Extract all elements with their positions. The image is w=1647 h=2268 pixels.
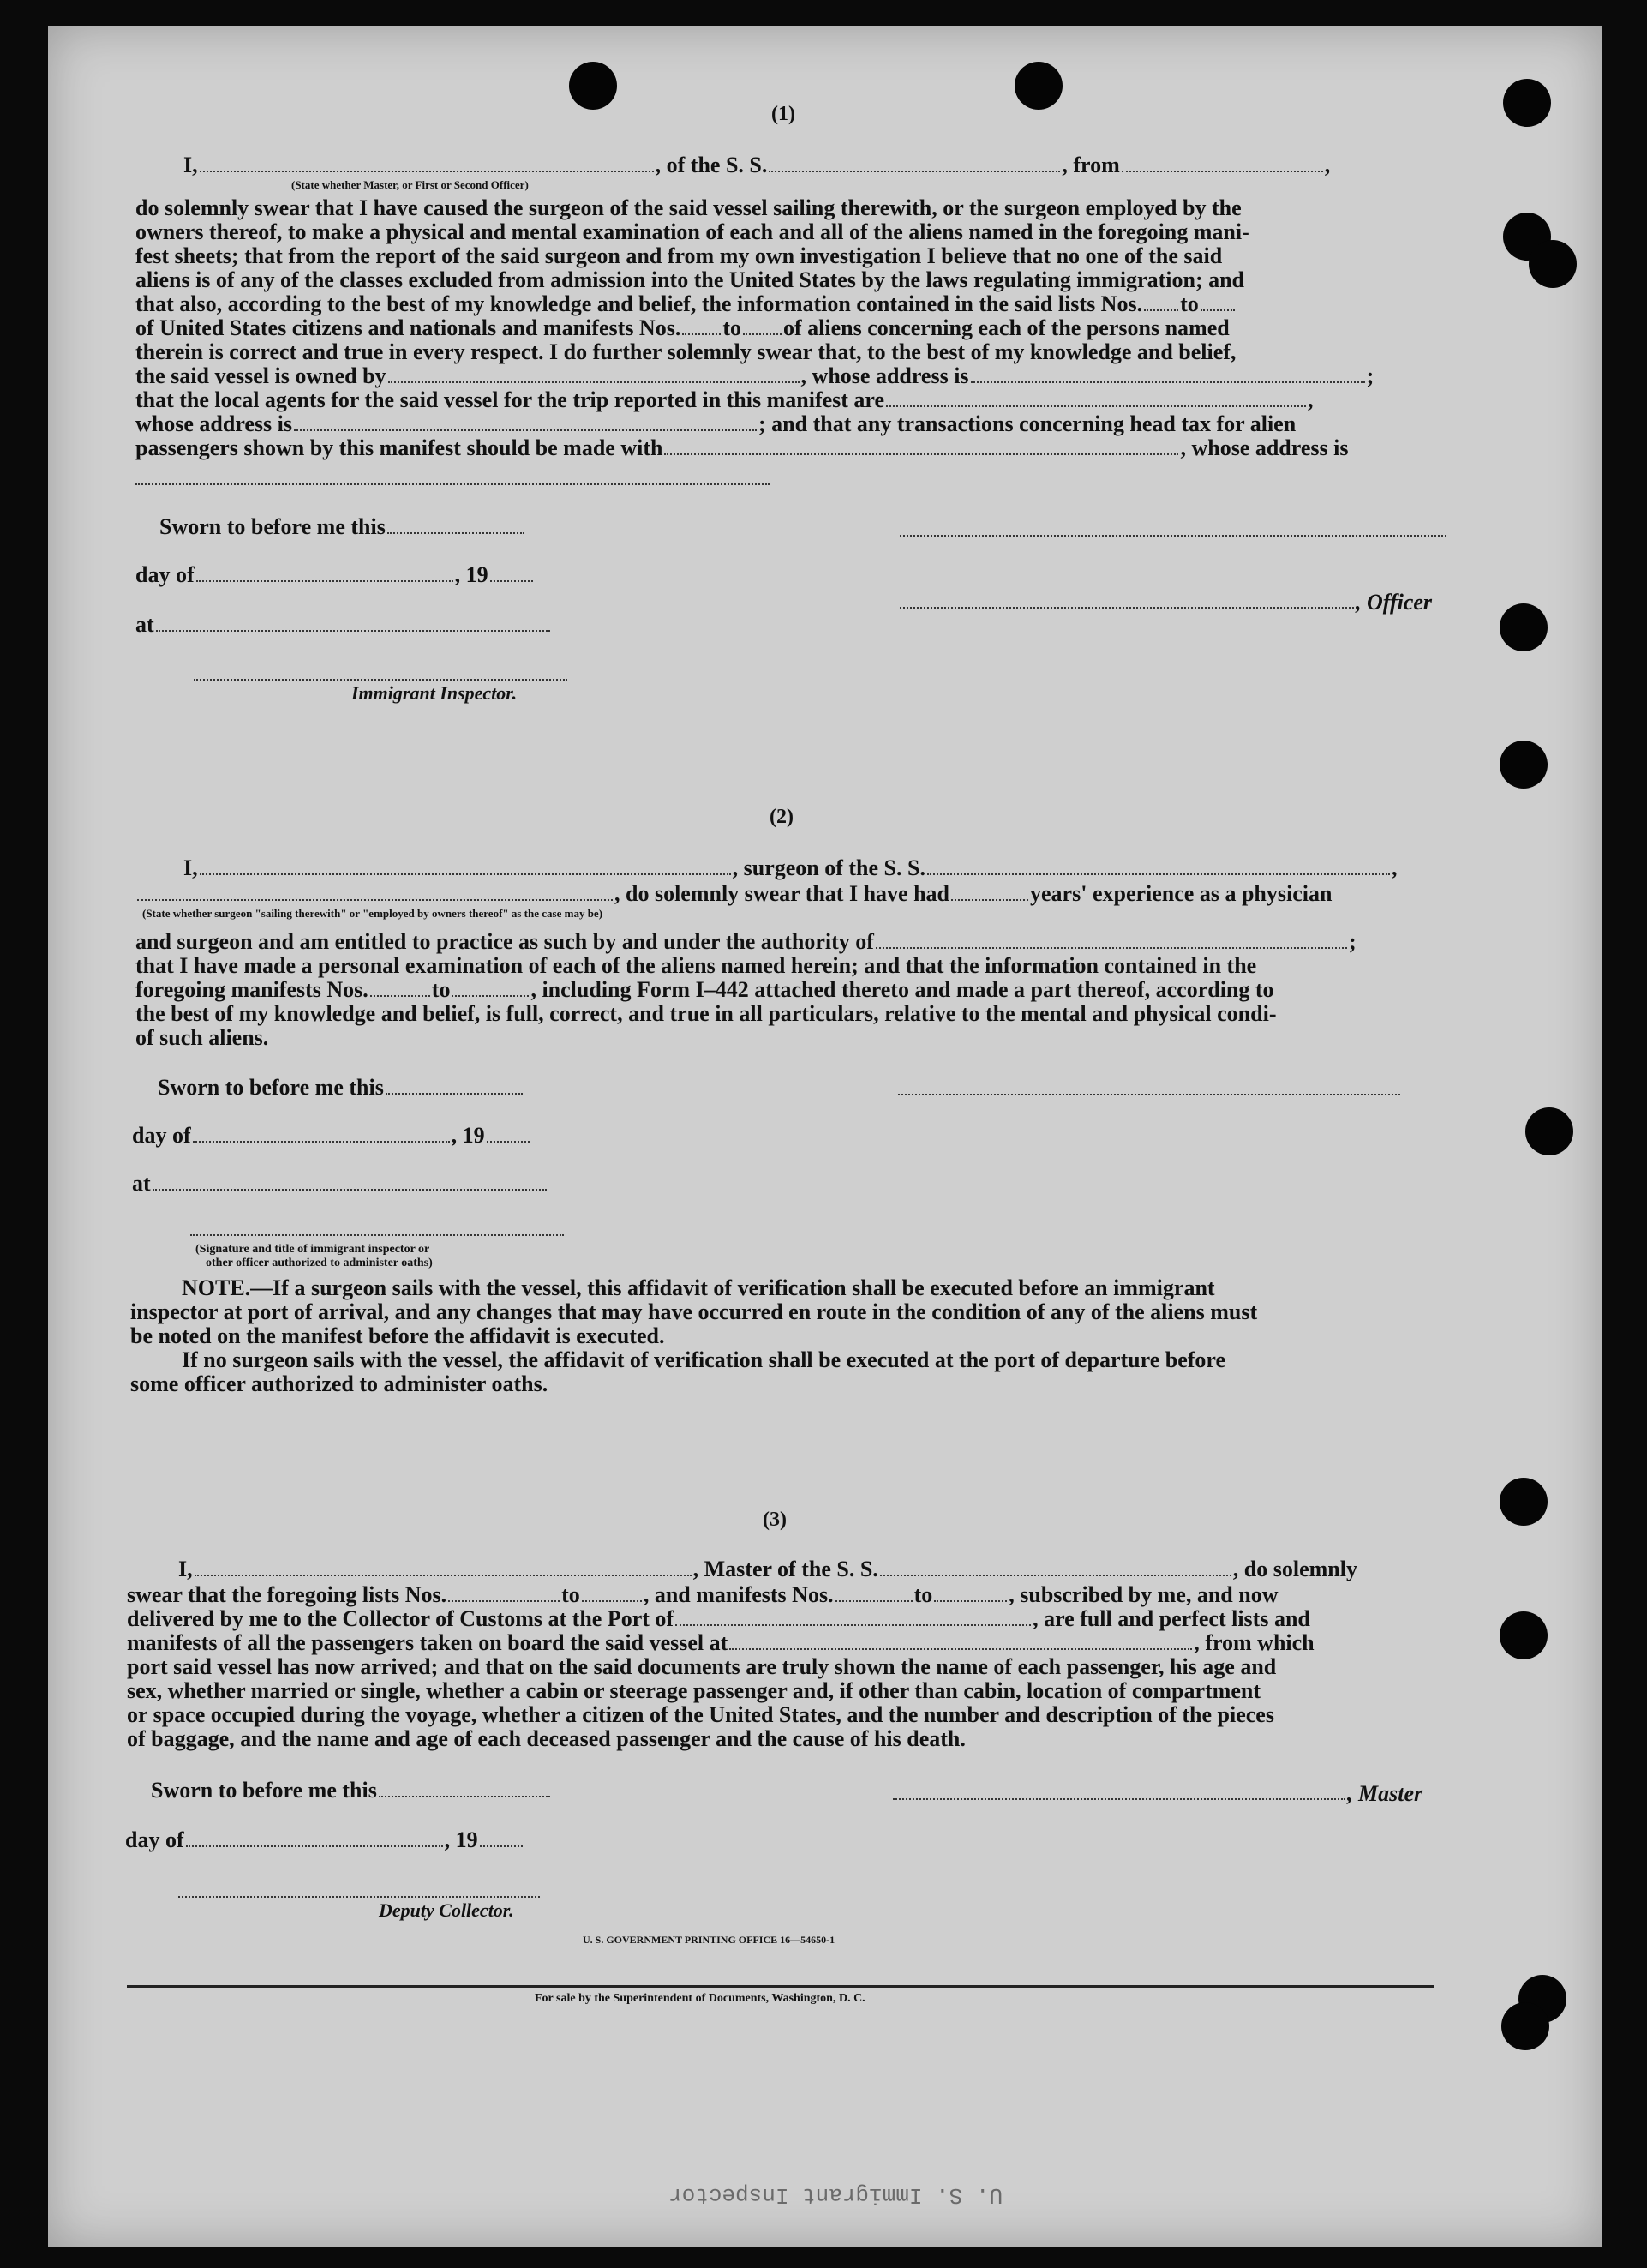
s1-para-line: do solemnly swear that I have caused the surgeon of the said vessel sailing therewith, or the surgeon employed by the: [135, 195, 1242, 220]
footer-text: For sale by the Superintendent of Documents, Washington, D. C.: [535, 1992, 865, 2005]
s1-line6-tail: of aliens concerning each of the persons named: [783, 315, 1230, 340]
deputy-caption: Deputy Collector.: [379, 1899, 514, 1921]
s2-line2: [135, 881, 1332, 907]
s2-para-line: [135, 977, 1274, 1003]
s1-i: I,: [183, 153, 198, 177]
s3-line1: [178, 1557, 1357, 1582]
s3-ss-label: , Master of the S. S.: [692, 1557, 878, 1581]
head-tax-address-field[interactable]: [135, 482, 770, 485]
s1-ss-label: , of the S. S.: [655, 153, 768, 177]
day-of-label: day of: [135, 562, 195, 587]
s3-lists-from-field[interactable]: [448, 1585, 560, 1602]
embark-port-field[interactable]: [729, 1633, 1192, 1650]
s3-i: I,: [178, 1557, 193, 1581]
at-label: at: [135, 612, 154, 637]
sworn-label: Sworn to before me this: [159, 514, 386, 539]
s3-manifests-label: , and manifests Nos.: [643, 1582, 834, 1607]
day-of-label: day of: [132, 1123, 191, 1148]
s3-para-line: port said vessel has now arrived; and that on the said documents are truly shown the name of each passenger, his age and: [127, 1654, 1277, 1679]
s1-para-line: aliens is of any of the classes excluded from admission into the United States by the laws regulating immigration; and: [135, 267, 1245, 292]
s2-sig-note: (Signature and title of immigrant inspector or: [195, 1243, 430, 1256]
note-line: some officer authorized to administer oaths.: [130, 1371, 548, 1396]
sworn-date-field[interactable]: [387, 517, 524, 534]
master-signature-field[interactable]: [893, 1797, 1345, 1800]
s3-sworn: [151, 1778, 552, 1803]
section-1-heading: (1): [771, 103, 795, 125]
punch-hole: [1503, 79, 1551, 127]
s3-line3-text: delivered by me to the Collector of Customs at the Port of: [127, 1606, 674, 1631]
s2-para-line: the best of my knowledge and belief, is full, correct, and true in all particulars, relative to the mental and physical condi-: [135, 1001, 1277, 1026]
to-label: to: [431, 977, 451, 1002]
master-caption: , Master: [1347, 1781, 1423, 1806]
s2-sworn-date-field[interactable]: [386, 1077, 523, 1095]
year-prefix: , 19: [444, 1827, 478, 1852]
authority-field[interactable]: [876, 932, 1347, 949]
at-label: at: [132, 1171, 151, 1196]
gpo-imprint: U. S. GOVERNMENT PRINTING OFFICE 16—54650-1: [583, 1934, 835, 1946]
day-of-label: day of: [125, 1827, 184, 1852]
customs-port-field[interactable]: [675, 1609, 1031, 1626]
s2-para-line: of such aliens.: [135, 1025, 269, 1050]
punch-hole: [1501, 2002, 1549, 2050]
s3-para-line: [127, 1606, 1310, 1632]
ship-name-field[interactable]: [769, 155, 1060, 172]
s3-line4-tail: , from which: [1194, 1630, 1315, 1655]
sworn-label: Sworn to before me this: [151, 1778, 377, 1803]
s2-month-field[interactable]: [193, 1125, 450, 1143]
officer-signature-field-2[interactable]: [900, 605, 1354, 609]
officer-signature-field-1[interactable]: [900, 533, 1446, 537]
s1-at: [135, 612, 552, 638]
head-tax-agent-field[interactable]: [664, 438, 1178, 455]
s2-line5-text: foregoing manifests Nos.: [135, 977, 368, 1002]
owner-field[interactable]: [388, 366, 800, 383]
s2-year-field[interactable]: [487, 1125, 530, 1143]
s2-manifests-from-field[interactable]: [370, 980, 430, 997]
s3-dayof: [125, 1827, 524, 1853]
place-field[interactable]: [156, 615, 550, 632]
year-prefix: , 19: [451, 1123, 485, 1148]
section-3-heading: (3): [763, 1509, 787, 1531]
punch-hole: [1500, 741, 1548, 789]
s3-solemnly: , do solemnly: [1232, 1557, 1357, 1581]
to-label: to: [561, 1582, 580, 1607]
s3-para-line: or space occupied during the voyage, whether a citizen of the United States, and the number and description of the pieces: [127, 1702, 1274, 1727]
s3-month-field[interactable]: [186, 1830, 443, 1847]
s1-para-line: [135, 291, 1237, 317]
s1-line8-text: the said vessel is owned by: [135, 363, 386, 388]
to-label: to: [722, 315, 741, 340]
year-prefix: , 19: [454, 562, 488, 587]
s2-ship-name-field[interactable]: [927, 858, 1390, 875]
s1-line5-text: that also, according to the best of my knowledge and belief, the information contained in the said lists Nos.: [135, 291, 1143, 316]
surgeon-status-field[interactable]: [137, 884, 613, 901]
month-field[interactable]: [196, 565, 453, 582]
s2-years-text: years' experience as a physician: [1030, 881, 1333, 906]
s3-sworn-date-field[interactable]: [379, 1780, 550, 1797]
s3-para-line: of baggage, and the name and age of each deceased passenger and the cause of his death.: [127, 1726, 966, 1751]
s2-at: [132, 1171, 548, 1197]
s3-line2-text: swear that the foregoing lists Nos.: [127, 1582, 447, 1607]
s1-para-line: therein is correct and true in every respect. I do further solemnly swear that, to the best of my knowledge and belief,: [135, 339, 1237, 364]
punch-hole: [1500, 1611, 1548, 1659]
s1-line9-text: that the local agents for the said vessel for the trip reported in this manifest are: [135, 387, 885, 412]
s2-ss-label: , surgeon of the S. S.: [732, 855, 925, 880]
note-line: be noted on the manifest before the affidavit is executed.: [130, 1323, 665, 1348]
s1-line1: I, , of the S. S. , from ,: [183, 153, 1331, 177]
from-port-field[interactable]: [1122, 155, 1323, 172]
s3-lists-to-field[interactable]: [582, 1585, 642, 1602]
inspector-caption: Immigrant Inspector.: [351, 682, 518, 704]
s2-sworn: [158, 1075, 524, 1101]
local-agents-field[interactable]: [886, 390, 1306, 407]
s1-line6-text: of United States citizens and nationals and manifests Nos.: [135, 315, 681, 340]
s1-para-line: owners thereof, to make a physical and mental examination of each and all of the aliens named in the foregoing mani-: [135, 219, 1249, 244]
s2-manifests-to-field[interactable]: [452, 980, 529, 997]
sworn-label: Sworn to before me this: [158, 1075, 384, 1100]
owner-address-field[interactable]: [971, 366, 1365, 383]
s3-line4-text: manifests of all the passengers taken on board the said vessel at: [127, 1630, 728, 1655]
inspector-stamp: U. S. Immigrant Inspector: [668, 2182, 1003, 2208]
year-field[interactable]: [490, 565, 533, 582]
punch-hole: [1015, 62, 1063, 110]
punch-hole: [1525, 1107, 1573, 1155]
s1-para-line: the said vessel is owned by , whose address is ;: [135, 363, 1374, 388]
manifests-from-field[interactable]: [682, 318, 721, 335]
s3-year-field[interactable]: [480, 1830, 523, 1847]
s1-line11-tail: , whose address is: [1180, 435, 1349, 460]
section-2-heading: (2): [770, 806, 794, 828]
lists-to-field[interactable]: [1201, 294, 1235, 311]
punch-hole: [1500, 1478, 1548, 1526]
s2-surgeon-signature-field[interactable]: [898, 1092, 1400, 1095]
s3-line3-tail: , are full and perfect lists and: [1033, 1606, 1310, 1631]
s2-swear-text: , do solemnly swear that I have had: [614, 881, 950, 906]
note-line: inspector at port of arrival, and any changes that may have occurred en route in the condition of any of the aliens must: [130, 1299, 1258, 1324]
s1-para-line: [135, 411, 1296, 437]
to-label: to: [1180, 291, 1199, 316]
s3-para-line: [127, 1582, 1278, 1608]
s3-ship-name-field[interactable]: [880, 1559, 1231, 1576]
s2-line1: I, , surgeon of the S. S. ,: [183, 855, 1398, 880]
note-line: If no surgeon sails with the vessel, the affidavit of verification shall be executed at the port of departure before: [182, 1347, 1226, 1372]
s1-from-label: , from: [1062, 153, 1120, 177]
s3-line2-tail: , subscribed by me, and now: [1009, 1582, 1279, 1607]
s1-officer-note: (State whether Master, or First or Second Officer): [291, 178, 529, 191]
s2-line5-tail: , including Form I–442 attached thereto and made a part thereof, according to: [530, 977, 1274, 1002]
punch-hole: [1529, 240, 1577, 288]
s2-para-line: and surgeon and am entitled to practice as such by and under the authority of ;: [135, 929, 1357, 954]
s2-place-field[interactable]: [153, 1173, 547, 1191]
s1-line10-text: whose address is: [135, 411, 293, 436]
s1-line11-text: passengers shown by this manifest should be made with: [135, 435, 663, 460]
s3-para-line: sex, whether married or single, whether a cabin or steerage passenger and, if other than cabin, location of compartment: [127, 1678, 1261, 1703]
agents-address-field[interactable]: [294, 414, 757, 431]
s1-para-line: fest sheets; that from the report of the said surgeon and from my own investigation I believe that no one of the said: [135, 243, 1223, 268]
s3-master-name-field[interactable]: [195, 1559, 692, 1576]
s1-para-line: [135, 435, 1348, 461]
s1-owner-address-label: , whose address is: [800, 363, 969, 388]
officer-caption: , Officer: [1356, 590, 1433, 615]
s2-sig-note: other officer authorized to administer oaths): [206, 1257, 433, 1269]
s1-para-line: that the local agents for the said vessel for the trip reported in this manifest are ,: [135, 387, 1314, 412]
surgeon-name-field[interactable]: [200, 858, 731, 875]
s2-surgeon-note: (State whether surgeon "sailing therewith" or "employed by owners thereof" as the case may be): [142, 907, 603, 920]
master-name-field[interactable]: [200, 155, 654, 172]
s2-para-line: that I have made a personal examination of each of the aliens named herein; and that the information contained in the: [135, 953, 1257, 978]
s3-manifests-to-field[interactable]: [934, 1585, 1007, 1602]
lists-from-field[interactable]: [1144, 294, 1178, 311]
s3-manifests-from-field[interactable]: [835, 1585, 913, 1602]
s1-dayof: [135, 562, 535, 588]
s1-para-line: [135, 315, 1230, 341]
s1-sworn: [159, 514, 526, 540]
s2-line3-text: and surgeon and am entitled to practice as such by and under the authority of: [135, 929, 874, 954]
s2-i: I,: [183, 855, 198, 880]
s2-inspector-signature-field[interactable]: [190, 1233, 564, 1236]
note-line: NOTE.—If a surgeon sails with the vessel, this affidavit of verification shall be executed before an immigrant: [182, 1275, 1215, 1300]
footer-rule: [127, 1985, 1434, 1988]
years-experience-field[interactable]: [951, 884, 1028, 901]
s2-dayof: [132, 1123, 531, 1149]
s3-para-line: [127, 1630, 1315, 1656]
punch-hole: [569, 62, 617, 110]
s1-line10-tail: ; and that any transactions concerning head tax for alien: [758, 411, 1297, 436]
to-label: to: [913, 1582, 933, 1607]
manifests-to-field[interactable]: [743, 318, 782, 335]
punch-hole: [1500, 603, 1548, 651]
